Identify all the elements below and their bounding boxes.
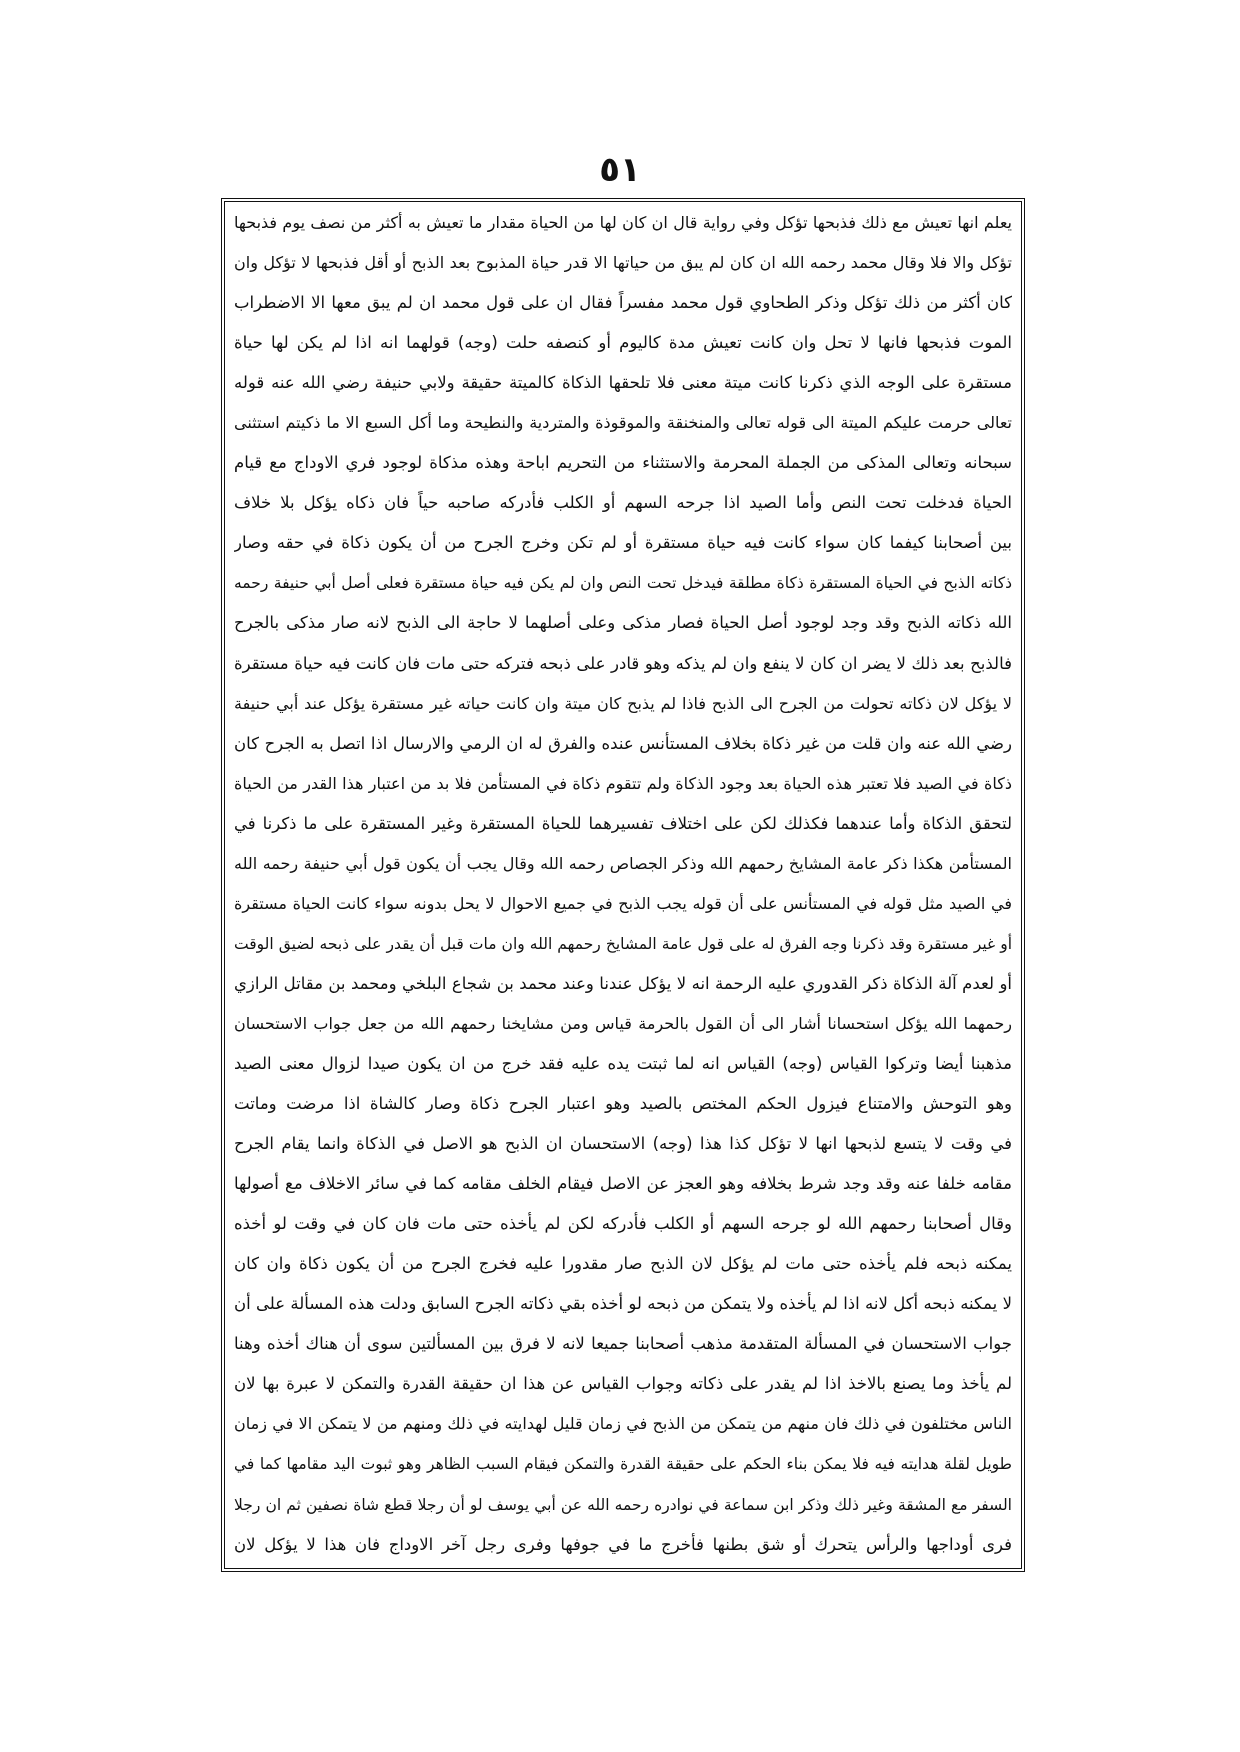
text-line: في وقت لا يتسع لذبحها انها لا تؤكل كذا هذا (وجه) الاستحسان ان الذبح هو الاصل في الذكاة وانما يقام الجرح [234, 1134, 1012, 1154]
text-line: لا يمكنه ذبحه أكل لانه اذا لم يأخذه ولا يتمكن من ذبحه لو أخذه بقي ذكاته الجرح السابق ودلت هذه المسألة على أن [234, 1294, 1012, 1314]
text-line: المستأمن هكذا ذكر عامة المشايخ رحمهم الله وذكر الجصاص رحمه الله وقال يجب أن يكون قول أبي حنيفة رحمه الله [234, 853, 1012, 873]
text-line: جواب الاستحسان في المسألة المتقدمة مذهب أصحابنا جميعا لانه لا فرق بين المسألتين سوى أن هناك أخذه وهنا [234, 1334, 1012, 1354]
text-line: ذكاة في الصيد فلا تعتبر هذه الحياة بعد وجود الذكاة ولم تتقوم ذكاة في المستأمن فلا بد من اعتبار هذا القدر من الحياة [234, 773, 1012, 793]
text-line: مقامه خلفا عنه وقد وجد شرط بخلافه وهو العجز عن الاصل فيقام الخلف مقامه كما في سائر الاخلاف مع أصولها [234, 1174, 1012, 1194]
text-line: رحمهما الله يؤكل استحسانا أشار الى أن القول بالحرمة قياس ومن مشايخنا رحمهم الله من جعل جواب الاستحسان [234, 1013, 1012, 1033]
text-line: لم يأخذ وما يصنع بالاخذ اذا لم يقدر على ذكاته وجواب القياس عن هذا ان حقيقة القدرة والتمكن لا عبرة بها لان [234, 1374, 1012, 1394]
text-line: سبحانه وتعالى المذكى من الجملة المحرمة والاستثناء من التحريم اباحة وهذه مذكاة لوجود فري الاوداج مع قيام [234, 453, 1012, 473]
text-line: أو غير مستقرة وقد ذكرنا وجه الفرق له على قول عامة المشايخ رحمهم الله وان مات قبل أن يقدر على ذبحه لضيق الوقت [234, 934, 1012, 953]
text-line: طويل لقلة هدايته فيه فلا يمكن بناء الحكم على حقيقة القدرة والتمكن فيقام السبب الظاهر وهو ثبوت اليد مقامها كما في [234, 1455, 1012, 1474]
text-line: تؤكل والا فلا وقال محمد رحمه الله ان كان لم يبق من حياتها الا قدر حياة المذبوح بعد الذبح أو أقل فذبحها لا تؤكل وان [234, 253, 1012, 273]
text-line: أو لعدم آلة الذكاة ذكر القدوري عليه الرحمة انه لا يؤكل عندنا وعند محمد بن شجاع البلخي ومحمد بن مقاتل الرازي [234, 973, 1012, 993]
text-line: الحياة فدخلت تحت النص وأما الصيد اذا جرحه السهم أو الكلب فأدركه صاحبه حياً فان ذكاه يؤكل بلا خلاف [234, 493, 1012, 513]
text-line: الموت فذبحها فانها لا تحل وان كانت تعيش مدة كاليوم أو كنصفه حلت (وجه) قولهما انه اذا لم يكن لها حياة [234, 333, 1012, 353]
text-line: رضي الله عنه وان قلت من غير ذكاة بخلاف المستأنس عنده والفرق له ان الرمي والارسال اذا اتصل به الجرح كان [234, 733, 1012, 753]
text-line: فالذبح بعد ذلك لا يضر ان كان لا ينفع وان لم يذكه وهو قادر على ذبحه فتركه حتى مات فان كانت فيه حياة مستقرة [234, 653, 1012, 673]
text-line: بين أصحابنا كيفما كان سواء كانت فيه حياة مستقرة أو لم تكن وخرج الجرح من أن يكون ذكاة في حقه وصار [234, 533, 1012, 553]
text-line: مستقرة على الوجه الذي ذكرنا كانت ميتة معنى فلا تلحقها الذكاة كالميتة حقيقة ولابي حنيفة رضي الله عنه قوله [234, 373, 1012, 393]
text-line: الله ذكاته الذبح وقد وجد لوجود أصل الحياة فصار مذكى وعلى أصلهما لا حاجة الى الذبح لانه صار مذكى بالجرح [234, 613, 1012, 633]
text-line: لا يؤكل لان ذكاته تحولت من الجرح الى الذبح فاذا لم يذبح كان ميتة وان كانت حياته غير مستقرة يؤكل عند أبي حنيفة [234, 693, 1012, 713]
text-line: وقال أصحابنا رحمهم الله لو جرحه السهم أو الكلب فأدركه لكن لم يأخذه حتى مات فان كان في وقت لو أخذه [234, 1214, 1012, 1234]
text-line: يمكنه ذبحه فلم يأخذه حتى مات لم يؤكل لان الذبح صار مقدورا عليه فخرج الجرح من أن يكون ذكاة وان كان [234, 1254, 1012, 1274]
text-line: يعلم انها تعيش مع ذلك فذبحها تؤكل وفي رواية قال ان كان لها من الحياة مقدار ما تعيش به أكثر من نصف يوم فذبحها [234, 213, 1012, 232]
text-line: لتحقق الذكاة وأما عندهما فكذلك لكن على اختلاف تفسيرهما للحياة المستقرة وغير المستقرة على ما ذكرنا في [234, 813, 1012, 833]
text-line: فرى أوداجها والرأس يتحرك أو شق بطنها فأخرج ما في جوفها وفرى رجل آخر الاوداج فان هذا لا يؤكل لان [234, 1534, 1012, 1554]
text-line: ذكاته الذبح في الحياة المستقرة ذكاة مطلقة فيدخل تحت النص وان لم يكن فيه حياة مستقرة فعلى أصل أبي حنيفة رحمه [234, 574, 1012, 593]
text-line: تعالى حرمت عليكم الميتة الى قوله تعالى والمنخنقة والموقوذة والمتردية والنطيحة وما أكل السبع الا ما ذكيتم استثنى [234, 413, 1012, 433]
text-line: كان أكثر من ذلك تؤكل وذكر الطحاوي قول محمد مفسراً فقال ان على قول محمد ان لم يبق معها الا الاضطراب [234, 293, 1012, 313]
text-line: مذهبنا أيضا وتركوا القياس (وجه) القياس انه لما ثبتت يده عليه فقد خرج من ان يكون صيدا لزوال معنى الصيد [234, 1053, 1012, 1073]
text-line: في الصيد مثل قوله في المستأنس على أن قوله يجب الذبح في جميع الاحوال لا يحل بدونه سواء كانت الحياة مستقرة [234, 893, 1012, 913]
text-line: الناس مختلفون في ذلك فان منهم من يتمكن من الذبح في زمان قليل لهدايته في ذلك ومنهم من لا يتمكن الا في زمان [234, 1414, 1012, 1434]
text-line: وهو التوحش والامتناع فيزول الحكم المختص بالصيد وهو اعتبار الجرح ذكاة وصار كالشاة اذا مرضت وماتت [234, 1094, 1012, 1114]
text-line: السفر مع المشقة وغير ذلك وذكر ابن سماعة في نوادره رحمه الله عن أبي يوسف لو أن رجلا قطع شاة نصفين ثم ان رجلا [234, 1495, 1012, 1514]
text-body [234, 206, 1012, 1562]
page-number: ٥١ [599, 150, 641, 190]
